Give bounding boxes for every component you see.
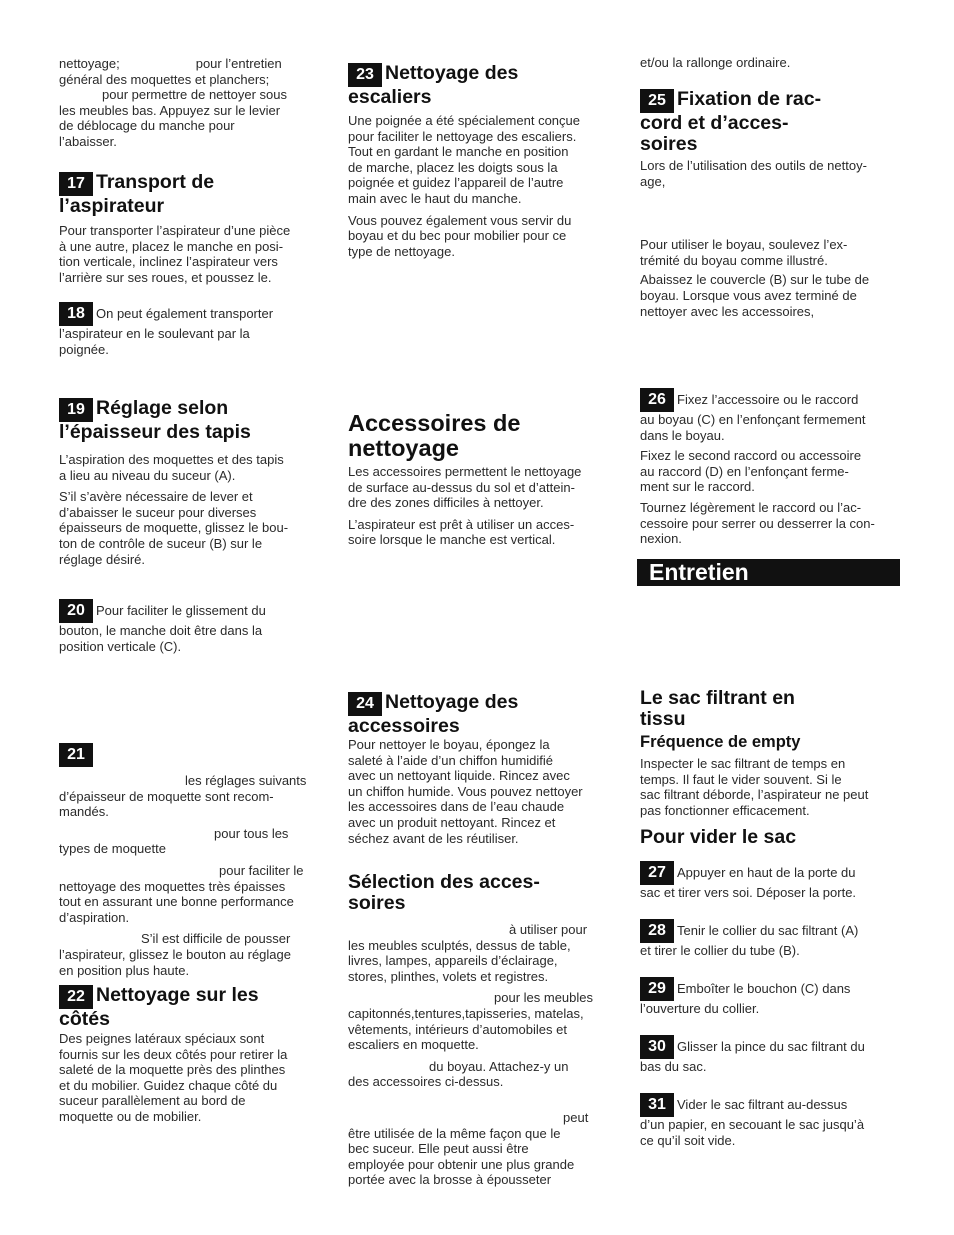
text-line: des accessoires ci-dessus. [348, 1074, 504, 1090]
text-line: en position plus haute. [59, 962, 190, 978]
step-number: 26 [640, 388, 674, 412]
text-line: pour tous les [214, 825, 289, 841]
text-line: Fixez le second raccord ou accessoire [640, 448, 862, 464]
text-line: séchez avant de les réutiliser. [348, 830, 519, 846]
text-line: employée pour obtenir une plus grande [348, 1156, 575, 1172]
section-title: Le sac filtrant en [640, 687, 795, 709]
text-line: trémité du boyau comme illustré. [640, 252, 828, 268]
text-line: nexion. [640, 531, 682, 547]
section-title: soires [348, 892, 406, 914]
section-18 [59, 302, 324, 357]
text-line: épaisseurs de moquette, glissez le bou- [59, 520, 289, 536]
text-line: type de nettoyage. [348, 243, 455, 259]
text-line: pour faciliter le nettoyage des escaliers. [348, 128, 577, 144]
text-line: main avec le haut du manche. [348, 190, 522, 206]
text-line: un chiffon humide. Vous pouvez nettoyer [348, 783, 583, 799]
accessoires-section [348, 411, 613, 548]
text-line: être utilisée de la même façon que le [348, 1125, 561, 1141]
text-line: cessoire pour serrer ou desserrer la con- [640, 515, 875, 531]
text-line: d’aspiration. [59, 909, 130, 925]
text-line: boyau. Lorsque vous avez terminé de [640, 287, 857, 303]
step-number: 28 [640, 919, 674, 943]
text-line: Pour utiliser le boyau, soulevez l’ex- [640, 237, 848, 253]
step-number: 21 [59, 743, 93, 767]
text-line: d’épaisseur de moquette sont recom- [59, 788, 274, 804]
entretien-banner: Entretien [637, 559, 900, 586]
text-line: Vider le sac filtrant au-dessus [677, 1097, 848, 1112]
text-line: moquette ou de mobilier. [59, 1108, 202, 1124]
step-number: 19 [59, 398, 93, 422]
text-line: pour faciliter le [219, 862, 304, 878]
text-line: à utiliser pour [509, 922, 588, 937]
text-line: Pour nettoyer le boyau, épongez la [348, 737, 550, 752]
text-line: pour permettre de nettoyer sous [102, 87, 287, 103]
text-line: L’aspirateur est prêt à utiliser un acces- [348, 516, 575, 532]
section-30 [640, 1035, 902, 1075]
step-number: 24 [348, 692, 382, 716]
step-number: 27 [640, 861, 674, 885]
text-line: bouton, le manche doit être dans la [59, 623, 263, 638]
main-heading: Accessoires de [348, 410, 521, 436]
section-25 [640, 89, 905, 319]
text-line: boyau et du bec pour mobilier pour ce [348, 228, 567, 244]
text-line: bas du sac. [640, 1059, 707, 1074]
text-line: mandés. [59, 804, 109, 820]
section-title: Pour vider le sac [640, 826, 797, 848]
text-line: S’il s’avère nécessaire de lever et [59, 489, 253, 505]
section-title: côtés [59, 1008, 110, 1030]
section-title: Fixation de rac- [677, 88, 822, 110]
section-title: Transport de [96, 171, 215, 193]
text-line: tion verticale, inclinez l’aspirateur vers [59, 254, 278, 270]
text-line: du boyau. Attachez-y un [429, 1058, 569, 1074]
text-line: ment sur le raccord. [640, 479, 755, 495]
text-line: Emboîter le bouchon (C) dans [677, 981, 851, 996]
text-line: sac et tirer vers soi. Déposer la porte. [640, 885, 857, 900]
text-line: L’aspiration des moquettes et des tapis [59, 452, 284, 467]
text-line: l’arrière sur ses roues, et poussez le. [59, 269, 272, 285]
text-line: et/ou la rallonge ordinaire. [640, 55, 791, 70]
text-line: et du mobilier. Guidez chaque côté du [59, 1077, 278, 1093]
c1-intro [59, 56, 324, 150]
text-line: l’ouverture du collier. [640, 1001, 760, 1016]
text-line: saleté de la moquette près des plinthes [59, 1062, 286, 1078]
text-line: les réglages suivants [185, 773, 307, 788]
section-31 [640, 1093, 902, 1148]
text-line: pour les meubles [494, 990, 593, 1006]
text-line: Appuyer en haut de la porte du [677, 865, 856, 880]
text-line: de déblocage du manche pour [59, 118, 235, 134]
section-title: Réglage selon [96, 397, 229, 419]
text-line: Tenir le collier du sac filtrant (A) [677, 923, 859, 938]
section-21 [59, 742, 324, 978]
text-line: types de moquette [59, 841, 166, 857]
step-number: 31 [640, 1093, 674, 1117]
text-line: Tout en gardant le manche en position [348, 144, 569, 160]
text-line: Abaissez le couvercle (B) sur le tube de [640, 272, 870, 288]
section-title: escaliers [348, 86, 432, 108]
section-27 [640, 861, 902, 901]
section-23 [348, 63, 613, 259]
vider-heading [640, 827, 902, 848]
text-line: saleté à l’aide d’un chiffon humidifié [348, 752, 554, 768]
section-title: Sélection des acces- [348, 871, 540, 893]
text-line: nettoyage des moquettes très épaisses [59, 878, 286, 894]
text-line: les accessoires dans de l’eau chaude [348, 799, 565, 815]
step-number: 23 [348, 63, 382, 87]
step-number: 20 [59, 599, 93, 623]
section-title: Nettoyage des [385, 62, 519, 84]
text-line: Glisser la pince du sac filtrant du [677, 1039, 865, 1054]
text-line: Vous pouvez également vous servir du [348, 212, 572, 228]
text-line: au raccord (D) en l’enfonçant ferme- [640, 463, 849, 479]
text-line: Pour faciliter le glissement du [96, 603, 266, 618]
text-line: S’il est difficile de pousser [141, 931, 291, 947]
text-line: Inspecter le sac filtrant de temps en [640, 756, 846, 771]
step-number: 25 [640, 89, 674, 113]
text-line: ton de contrôle de suceur (B) sur le [59, 535, 263, 551]
text-line: capitonnés,tentures,tapisseries, matelas, [348, 1005, 584, 1021]
section-28 [640, 919, 902, 959]
text-line: d’un papier, en secouant le sac jusqu’à [640, 1117, 865, 1132]
text-line: général des moquettes et planchers; [59, 71, 270, 87]
text-line: vêtements, intérieurs d’automobiles et [348, 1021, 567, 1037]
text-line: age, [640, 173, 666, 189]
text-line: nettoyer avec les accessoires, [640, 303, 815, 319]
text-line: Les accessoires permettent le nettoyage [348, 464, 582, 479]
text-line: Une poignée a été spécialement conçue [348, 113, 580, 128]
section-title: soires [640, 133, 698, 155]
section-26 [640, 388, 902, 547]
step-number: 29 [640, 977, 674, 1001]
text-line: de marche, placez les doigts sous la [348, 159, 558, 175]
text-line: position verticale (C). [59, 638, 182, 654]
c3-top [640, 55, 905, 71]
section-24 [348, 692, 613, 846]
step-number: 17 [59, 172, 93, 196]
text-line: Lors de l’utilisation des outils de nettoy- [640, 158, 867, 173]
text-line: dre des zones difficiles à nettoyer. [348, 495, 544, 511]
step-number: 18 [59, 302, 93, 326]
text-line: bec suceur. Elle peut aussi être [348, 1141, 529, 1157]
step-number: 30 [640, 1035, 674, 1059]
text-line: tout en assurant une bonne performance [59, 894, 294, 910]
selection-section [348, 872, 613, 1188]
text-line: l’abaisser. [59, 133, 117, 149]
section-17 [59, 172, 324, 285]
text-line: On peut également transporter [96, 306, 274, 321]
section-title: tissu [640, 708, 686, 730]
text-line: fournis sur les deux côtés pour retirer la [59, 1046, 288, 1062]
section-29 [640, 977, 902, 1017]
text-line: nettoyage; [59, 56, 120, 71]
text-line: et tirer le collier du tube (B). [640, 943, 800, 958]
section-19 [59, 398, 324, 567]
section-title: cord et d’acces- [640, 112, 789, 134]
text-line: livres, lampes, appareils d’éclairage, [348, 953, 558, 969]
text-line: avec un produit nettoyant. Rincez et [348, 814, 556, 830]
text-line: stores, plinthes, volets et registres. [348, 968, 549, 984]
section-title: accessoires [348, 715, 460, 737]
text-line: d’abaisser le suceur pour diverses [59, 504, 257, 520]
text-line: a lieu au niveau du suceur (A). [59, 467, 236, 483]
text-line: dans le boyau. [640, 427, 725, 443]
text-line: poignée. [59, 341, 109, 357]
section-20 [59, 599, 324, 654]
text-line: Pour transporter l’aspirateur d’une pièce [59, 223, 291, 238]
text-line: peut [563, 1109, 589, 1125]
section-title: l’aspirateur [59, 195, 165, 217]
text-line: Des peignes latéraux spéciaux sont [59, 1031, 265, 1046]
text-line: avec un nettoyant liquide. Rincez avec [348, 768, 570, 784]
text-line: temps. Il faut le vider souvent. Si le [640, 771, 842, 787]
text-line: soire lorsque le manche est vertical. [348, 532, 556, 548]
section-22 [59, 985, 329, 1125]
sac-section [640, 688, 902, 818]
text-line: au boyau (C) en l’enfonçant fermement [640, 412, 866, 427]
text-line: les meubles sculptés, dessus de table, [348, 937, 571, 953]
section-title: Nettoyage des [385, 691, 519, 713]
text-line: les meubles bas. Appuyez sur le levier [59, 102, 281, 118]
text-line: à une autre, placez le manche en posi- [59, 238, 284, 254]
text-line: poignée et guidez l’appareil de l’autre [348, 175, 564, 191]
sub-heading: Fréquence de empty [640, 733, 801, 751]
text-line: portée avec la brosse à épousseter [348, 1172, 552, 1188]
text-line: pas fonctionner efficacement. [640, 802, 810, 818]
text-line: suceur parallèlement au bord de [59, 1093, 246, 1109]
text-line: l’aspirateur en le soulevant par la [59, 326, 250, 341]
text-line: ce qu’il soit vide. [640, 1132, 736, 1148]
text-line: réglage désiré. [59, 551, 145, 567]
text-line: l’aspirateur, glissez le bouton au réglage [59, 946, 291, 962]
text-line: sac filtrant déborde, l’aspirateur ne peut [640, 787, 869, 803]
main-heading: nettoyage [348, 434, 459, 461]
text-line: Fixez l’accessoire ou le raccord [677, 392, 859, 407]
step-number: 22 [59, 985, 93, 1009]
text-line: pour l’entretien [195, 56, 282, 71]
section-title: Nettoyage sur les [96, 984, 259, 1006]
text-line: Tournez légèrement le raccord ou l’ac- [640, 499, 862, 515]
text-line: de surface au-dessus du sol et d’attein- [348, 479, 575, 495]
text-line: escaliers en moquette. [348, 1037, 479, 1053]
section-title: l’épaisseur des tapis [59, 421, 251, 443]
